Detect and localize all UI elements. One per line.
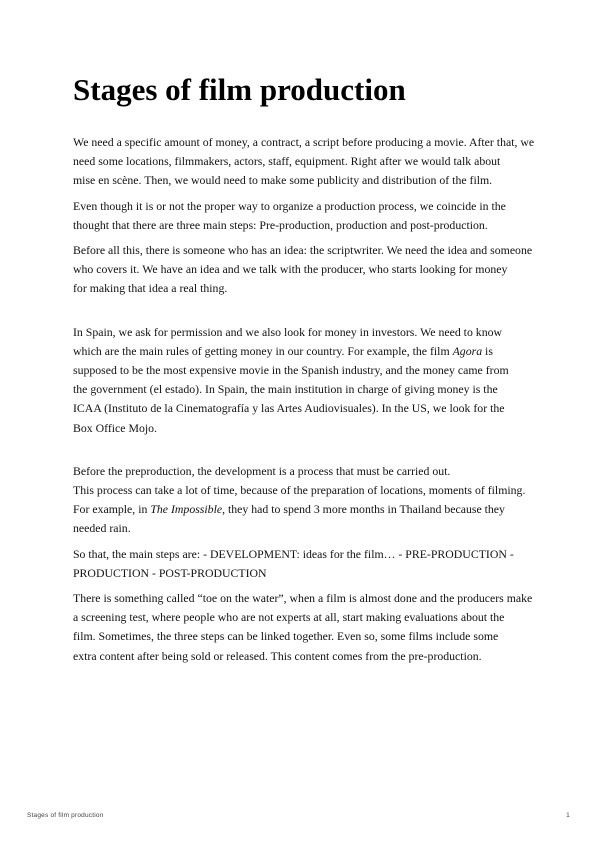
- paragraph-intro: [73, 133, 533, 191]
- paragraph-scriptwriter: [73, 241, 533, 299]
- text-line: So that, the main steps are: - DEVELOPMENT: ideas for the film… - PRE-PRODUCTION -: [73, 546, 514, 561]
- film-title-agora: Agora: [452, 343, 483, 358]
- text-line: [73, 500, 533, 519]
- text-fragment: is: [482, 343, 493, 358]
- film-title-the-impossible: The Impossible: [150, 502, 223, 517]
- text-line: Before the preproduction, the development is a process that must be carried out.: [73, 463, 451, 478]
- text-line: mise en scène. Then, we would need to make some publicity and distribution of the film.: [73, 173, 493, 188]
- text-line: needed rain.: [73, 521, 131, 536]
- text-line: need some locations, filmmakers, actors, staff, equipment. Right after we would talk about: [73, 154, 501, 169]
- footer-document-title: Stages of film production: [27, 812, 104, 819]
- text-line: [73, 342, 533, 361]
- text-line: thought that there are three main steps: Pre-production, production and post-production.: [73, 217, 488, 232]
- text-line: for making that idea a real thing.: [73, 281, 228, 296]
- text-line: We need a specific amount of money, a contract, a script before producing a movie. After that, we: [73, 135, 535, 149]
- text-fragment: which are the main rules of getting money in our country. For example, the film: [73, 343, 453, 358]
- text-line: film. Sometimes, the three steps can be linked together. Even so, some films include some: [73, 629, 499, 644]
- paragraph-steps: [73, 197, 533, 235]
- text-line: This process can take a lot of time, because of the preparation of locations, moments of filming.: [73, 483, 526, 498]
- text-fragment: , they had to spend 3 more months in Thailand because they: [222, 502, 505, 517]
- paragraph-spain-funding: [73, 323, 533, 438]
- footer-page-number: 1: [566, 812, 570, 819]
- text-line: Even though it is or not the proper way to organize a production process, we coincide in the: [73, 198, 506, 213]
- document-body: [73, 133, 533, 666]
- text-line: the government (el estado). In Spain, the main institution in charge of giving money is the: [73, 382, 498, 397]
- paragraph-toe-on-water: [73, 589, 533, 666]
- text-fragment: For example, in: [73, 502, 151, 517]
- text-line: Before all this, there is someone who has an idea: the scriptwriter. We need the idea and someone: [73, 243, 533, 258]
- paragraph-development: [73, 462, 533, 539]
- text-line: Box Office Mojo.: [73, 420, 157, 435]
- text-line: PRODUCTION - POST-PRODUCTION: [73, 565, 267, 580]
- text-line: who covers it. We have an idea and we talk with the producer, who starts looking for money: [73, 262, 508, 277]
- paragraph-main-steps: [73, 545, 533, 583]
- text-line: supposed to be the most expensive movie in the Spanish industry, and the money came from: [73, 363, 509, 378]
- page-footer: [27, 812, 570, 819]
- text-line: In Spain, we ask for permission and we also look for money in investors. We need to know: [73, 324, 503, 339]
- text-line: extra content after being sold or released. This content comes from the pre-production.: [73, 648, 482, 663]
- text-line: a screening test, where people who are not experts at all, start making evaluations about the: [73, 610, 505, 625]
- document-title: Stages of film production: [73, 72, 406, 107]
- text-line: There is something called “toe on the water”, when a film is almost done and the producers make: [73, 591, 533, 606]
- text-line: ICAA (Instituto de la Cinematografía y las Artes Audiovisuales). In the US, we look for the: [73, 401, 505, 416]
